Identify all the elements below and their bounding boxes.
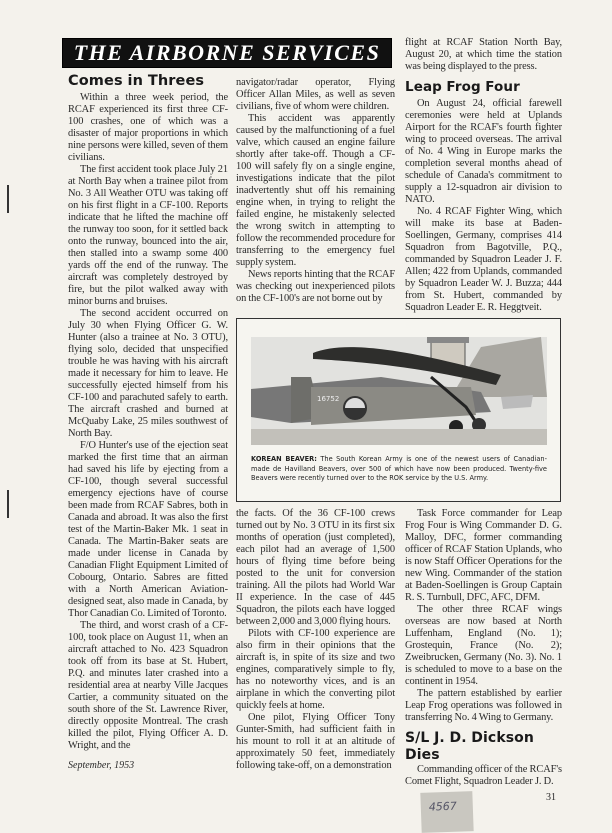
caption-lead: KOREAN BEAVER: — [251, 455, 317, 463]
photo-caption — [251, 455, 547, 484]
paragraph-list — [405, 37, 562, 73]
paragraph-list — [236, 77, 395, 305]
paragraph: Within a three week period, the RCAF experienced its first three CF-100 crashes, one of which was a disaster of major proportions in which nine persons were killed, seven of them civilians. — [68, 92, 228, 163]
binder-mark — [7, 490, 9, 518]
archive-tag-number: 4567 — [428, 799, 458, 814]
caption-text: The South Korean Army is one of the newest users of Canadian-made de Havilland Beavers, over 500 of which have now been produced. Twenty-five Beavers were recently turned over to the ROK service by the U.S. Army. — [251, 455, 547, 482]
paragraph: The first accident took place July 21 at North Bay when a trainee pilot from No. 3 All Weather OTU was taking off on his first flight in a CF-100. Reports indicate that he lifted the machine off the runway too soon, for it settled back onto the runway, bounced into the air, then stalled into a swamp some 400 yards off the end of the runway. The aircraft was completely destroyed by fire, but the pilot walked away with minor burns and bruises. — [68, 164, 228, 307]
binder-mark — [7, 185, 9, 213]
paragraph: Pilots with CF-100 experience are also firm in their opinions that the aircraft is, in spite of its size and two engines, comparatively simple to fly, has no noteworthy vices, and is an airplane in which the converting pilot quickly feels at home. — [236, 628, 395, 711]
columns-2-3 — [236, 37, 562, 832]
column-2-top — [236, 77, 395, 305]
page-number: 31 — [546, 792, 556, 803]
paragraph: The other three RCAF wings overseas are now based at North Luffenham, England (No. 1); Grostequin, France (No. 2); Zweibrucken, Germany (No. 3). No. 1 is scheduled to move to a base on the continent in 1954. — [405, 604, 562, 687]
paragraph: The pattern established by earlier Leap Frog operations was followed in transferring No. 4 Wing to Germany. — [405, 688, 562, 723]
paragraph: the facts. Of the 36 CF-100 crews turned out by No. 3 OTU in its first six months of operation (just completed), each pilot had an average of 1,500 hours of flying time before being posted to the unit for conversion training. All the pilots had World War II experience. In the case of 445 Squadron, the pilots each have logged between 2,000 and 3,000 flying hours. — [236, 508, 395, 627]
issue-date: September, 1953 — [68, 760, 135, 771]
paragraph: This accident was apparently caused by the malfunctioning of a fuel valve, which caused an engine failure shortly after take-off. Though a CF-100 will safely fly on a single engine, investigations indicate that the pilot inadvertently shut off his remaining engine when, in trying to relight the failed engine, he mistakenly selected the wrong switch in attempting to follow the recommended procedure for transferring to the emergency fuel supply system. — [236, 113, 395, 268]
paragraph: The third, and worst crash of a CF-100, took place on August 11, when an aircraft attached to No. 423 Squadron took off from its base at St. Hubert, P.Q. and minutes later crashed into a residential area at nearby Ville Jacques Cartier, a community situated on the south shore of the St. Lawrence River, directly opposite Montreal. The crash killed the pilot, Flying Officer A. D. Wright, and the — [68, 620, 228, 751]
paragraph-list — [236, 508, 395, 772]
paragraph: flight at RCAF Station North Bay, August 20, at which time the station was being displayed to the press. — [405, 37, 562, 72]
column-3-top — [405, 37, 562, 314]
column-2-bottom — [236, 508, 395, 772]
archive-tag — [420, 791, 473, 833]
paragraph: The second accident occurred on July 30 when Flying Officer G. W. Hunter (also a trainee at No. 3 OTU), flying solo, decided that unspecified trouble he was having with his aircraft made it necessary for him to leave. He successfully ejected himself from his CF-100 and parachuted safely to earth. The aircraft crashed and burned at McQuaby Lake, 25 miles southwest of North Bay. — [68, 308, 228, 439]
page-end-row — [405, 792, 562, 832]
paragraph: Commanding officer of the RCAF's Comet Flight, Squadron Leader J. D. — [405, 764, 562, 787]
column-3-bottom — [405, 508, 562, 788]
paragraph: No. 4 RCAF Fighter Wing, which will make its base at Baden-Soellingen, Germany, comprises 414 Squadron from Bagotville, P.Q., commanded by Squadron Leader J. F. Allen; 422 from Uplands, commanded by Squadron Leader W. J. Buzza; 444 from St. Hubert, commanded by Squadron Leader E. R. Heggtveit. — [405, 206, 562, 313]
section-title: THE AIRBORNE SERVICES — [73, 40, 381, 65]
paragraph-list — [405, 98, 562, 314]
paragraph-list — [68, 92, 228, 752]
aircraft-serial: 16752 — [317, 395, 340, 403]
beaver-aircraft-photo — [251, 337, 547, 445]
article-heading: Leap Frog Four — [405, 79, 520, 95]
paragraph: On August 24, official farewell ceremonies were held at Uplands Airport for the RCAF's fourth fighter wing to proceed overseas. The arrival of No. 4 Wing in Europe marks the completion several months ahead of schedule of Canada's commitment to supply a 12-squadron air division to NATO. — [405, 98, 562, 205]
paragraph: News reports hinting that the RCAF was checking out inexperienced pilots on the CF-100's are not borne out by — [236, 269, 395, 304]
paragraph: Task Force commander for Leap Frog Four is Wing Commander D. G. Malloy, DFC, former commanding officer of RCAF Station Uplands, who is now Staff Officer Operations for the new Wing. Commander of the station at Baden-Soellingen is Group Captain R. S. Turnbull, DFC, AFC, DFM. — [405, 508, 562, 603]
article-heading: S/L J. D. Dickson Dies — [405, 730, 534, 763]
paragraph-list — [405, 508, 562, 724]
photo-figure — [236, 318, 561, 502]
paragraph: navigator/radar operator, Flying Officer Allan Miles, as well as seven civilians, five of whom were children. — [236, 77, 395, 112]
article-heading: Comes in Threes — [68, 73, 205, 89]
paragraph: F/O Hunter's use of the ejection seat marked the first time that an airman had saved his life by ejecting from a CF-100, though several successful emergency ejections have of course been made from RCAF Sabres, both in Canada and abroad. It was also the first test of the Martin-Baker Mk. 1 seat in Canada. The Martin-Baker seats are made under license in Canada by Canadian Flight Equipment Limited of Cobourg, Ontario. Sabres are fitted with a North American Aviation-designed seat, also made in Canada, by Thor Canadian Co. Limited of Toronto. — [68, 440, 228, 619]
column-1 — [68, 73, 228, 772]
paragraph-list — [405, 764, 562, 788]
paragraph: One pilot, Flying Officer Tony Gunter-Smith, had sufficient faith in his mount to roll it at an altitude of approximately 50 feet, immediately following take-off, on a demonstration — [236, 712, 395, 771]
